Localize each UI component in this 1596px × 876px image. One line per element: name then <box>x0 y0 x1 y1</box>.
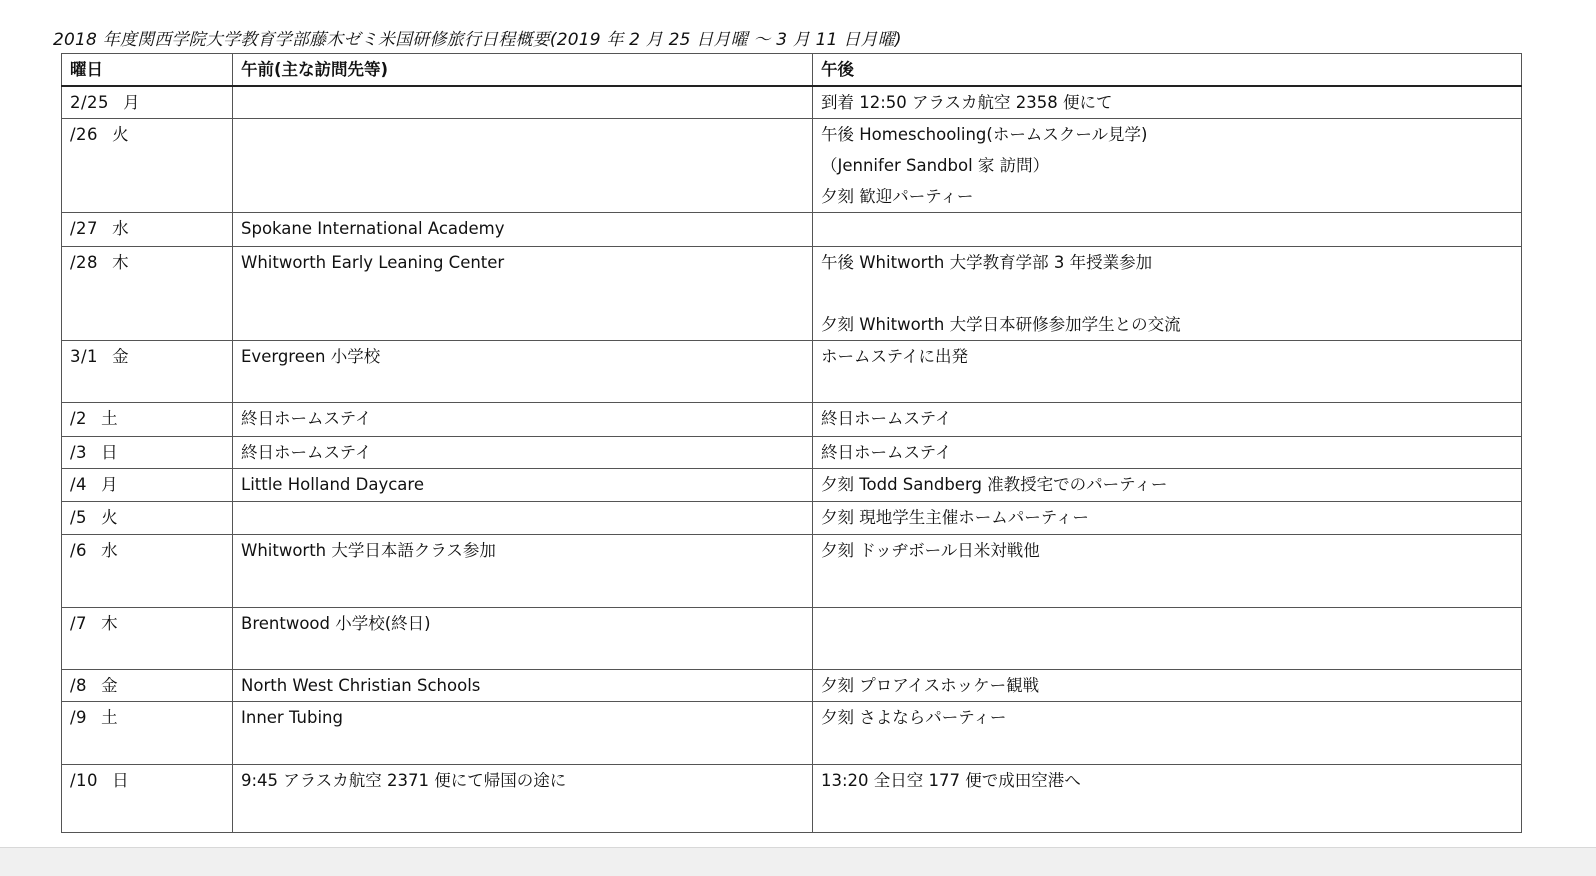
weekday-text: 火 <box>112 125 130 144</box>
date-text: /9 <box>70 708 88 727</box>
afternoon-line: 夕刻 プロアイスホッケー観戦 <box>821 676 1040 695</box>
afternoon-line: 午後 Homeschooling(ホームスクール見学) <box>821 125 1148 144</box>
afternoon-cell <box>813 213 1522 247</box>
morning-cell <box>233 469 813 502</box>
weekday-text: 金 <box>101 676 119 695</box>
afternoon-cell <box>813 502 1522 535</box>
date-text: /5 <box>70 508 88 527</box>
morning-text: North West Christian Schools <box>241 676 481 695</box>
weekday-text: 水 <box>101 541 119 560</box>
weekday-text: 日 <box>101 443 119 462</box>
weekday-text: 木 <box>112 253 130 272</box>
weekday-text: 土 <box>101 409 119 428</box>
morning-cell <box>233 403 813 437</box>
morning-cell <box>233 670 813 702</box>
morning-cell <box>233 341 813 403</box>
date-text: /2 <box>70 409 88 428</box>
afternoon-cell <box>813 702 1522 765</box>
morning-cell <box>233 86 813 119</box>
morning-text: Little Holland Daycare <box>241 475 424 494</box>
afternoon-cell <box>813 469 1522 502</box>
date-cell <box>62 86 233 119</box>
weekday-text: 土 <box>101 708 119 727</box>
date-text: 2/25 <box>70 93 110 112</box>
table-row <box>62 702 1522 765</box>
date-cell <box>62 535 233 608</box>
morning-text: 終日ホームステイ <box>241 443 372 462</box>
date-cell <box>62 403 233 437</box>
afternoon-line: 夕刻 ドッヂボール日米対戦他 <box>821 541 1040 560</box>
afternoon-cell <box>813 119 1522 213</box>
table-row <box>62 437 1522 469</box>
header-row <box>62 54 1522 87</box>
header-afternoon: 午後 <box>813 54 1522 87</box>
morning-text: Whitworth Early Leaning Center <box>241 253 505 272</box>
weekday-text: 日 <box>112 771 130 790</box>
morning-text: Evergreen 小学校 <box>241 347 381 366</box>
afternoon-line <box>821 278 1513 309</box>
header-morning: 午前(主な訪問先等) <box>233 54 813 87</box>
date-text: /27 <box>70 219 99 238</box>
afternoon-cell <box>813 341 1522 403</box>
afternoon-line: （Jennifer Sandbol 家 訪問） <box>821 156 1050 175</box>
morning-text: Spokane International Academy <box>241 219 505 238</box>
morning-cell <box>233 502 813 535</box>
afternoon-line: 到着 12:50 アラスカ航空 2358 便にて <box>821 93 1113 112</box>
table-row <box>62 341 1522 403</box>
date-cell <box>62 502 233 535</box>
date-text: 3/1 <box>70 347 99 366</box>
afternoon-line: 午後 Whitworth 大学教育学部 3 年授業参加 <box>821 253 1153 272</box>
table-row <box>62 403 1522 437</box>
schedule-body <box>62 86 1522 833</box>
date-text: /3 <box>70 443 88 462</box>
afternoon-line: 夕刻 さよならパーティー <box>821 708 1007 727</box>
afternoon-cell <box>813 86 1522 119</box>
table-row <box>62 670 1522 702</box>
date-text: /28 <box>70 253 99 272</box>
table-row <box>62 469 1522 502</box>
weekday-text: 月 <box>123 93 141 112</box>
afternoon-line: 終日ホームステイ <box>821 409 952 428</box>
date-cell <box>62 670 233 702</box>
afternoon-line: 夕刻 歓迎パーティー <box>821 187 974 206</box>
afternoon-cell <box>813 608 1522 670</box>
afternoon-line: 夕刻 Todd Sandberg 准教授宅でのパーティー <box>821 475 1168 494</box>
table-row <box>62 247 1522 341</box>
table-row <box>62 213 1522 247</box>
date-cell <box>62 765 233 833</box>
afternoon-cell <box>813 403 1522 437</box>
afternoon-line: ホームステイに出発 <box>821 347 969 366</box>
morning-cell <box>233 535 813 608</box>
morning-cell <box>233 119 813 213</box>
weekday-text: 水 <box>112 219 130 238</box>
table-row <box>62 535 1522 608</box>
viewer-bottom-bar <box>0 847 1596 876</box>
table-row <box>62 502 1522 535</box>
weekday-text: 月 <box>101 475 119 494</box>
document-title: 2018 年度関西学院大学教育学部藤木ゼミ米国研修旅行日程概要(2019 年 2 月 25 日月曜 ～ 3 月 11 日月曜) <box>53 30 902 50</box>
date-text: /6 <box>70 541 88 560</box>
date-text: /4 <box>70 475 88 494</box>
weekday-text: 木 <box>101 614 119 633</box>
date-cell <box>62 437 233 469</box>
date-text: /8 <box>70 676 88 695</box>
date-cell <box>62 247 233 341</box>
afternoon-cell <box>813 670 1522 702</box>
date-text: /26 <box>70 125 99 144</box>
weekday-text: 火 <box>101 508 119 527</box>
date-text: /10 <box>70 771 99 790</box>
date-cell <box>62 213 233 247</box>
header-day: 曜日 <box>62 54 233 87</box>
morning-text: 9:45 アラスカ航空 2371 便にて帰国の途に <box>241 771 567 790</box>
afternoon-line: 終日ホームステイ <box>821 443 952 462</box>
morning-text: Brentwood 小学校(終日) <box>241 614 431 633</box>
table-row <box>62 119 1522 213</box>
date-cell <box>62 341 233 403</box>
afternoon-line: 夕刻 Whitworth 大学日本研修参加学生との交流 <box>821 315 1181 334</box>
morning-cell <box>233 247 813 341</box>
schedule-table <box>61 53 1522 833</box>
afternoon-cell <box>813 437 1522 469</box>
afternoon-cell <box>813 247 1522 341</box>
date-cell <box>62 702 233 765</box>
afternoon-line: 夕刻 現地学生主催ホームパーティー <box>821 508 1089 527</box>
morning-text: 終日ホームステイ <box>241 409 372 428</box>
weekday-text: 金 <box>112 347 130 366</box>
table-row <box>62 765 1522 833</box>
morning-cell <box>233 702 813 765</box>
morning-cell <box>233 213 813 247</box>
afternoon-cell <box>813 765 1522 833</box>
afternoon-line: 13:20 全日空 177 便で成田空港へ <box>821 771 1081 790</box>
date-cell <box>62 469 233 502</box>
afternoon-cell <box>813 535 1522 608</box>
morning-text: Whitworth 大学日本語クラス参加 <box>241 541 496 560</box>
date-text: /7 <box>70 614 88 633</box>
table-row <box>62 608 1522 670</box>
morning-cell <box>233 608 813 670</box>
morning-text: Inner Tubing <box>241 708 343 727</box>
morning-cell <box>233 437 813 469</box>
morning-cell <box>233 765 813 833</box>
date-cell <box>62 119 233 213</box>
date-cell <box>62 608 233 670</box>
table-row <box>62 86 1522 119</box>
